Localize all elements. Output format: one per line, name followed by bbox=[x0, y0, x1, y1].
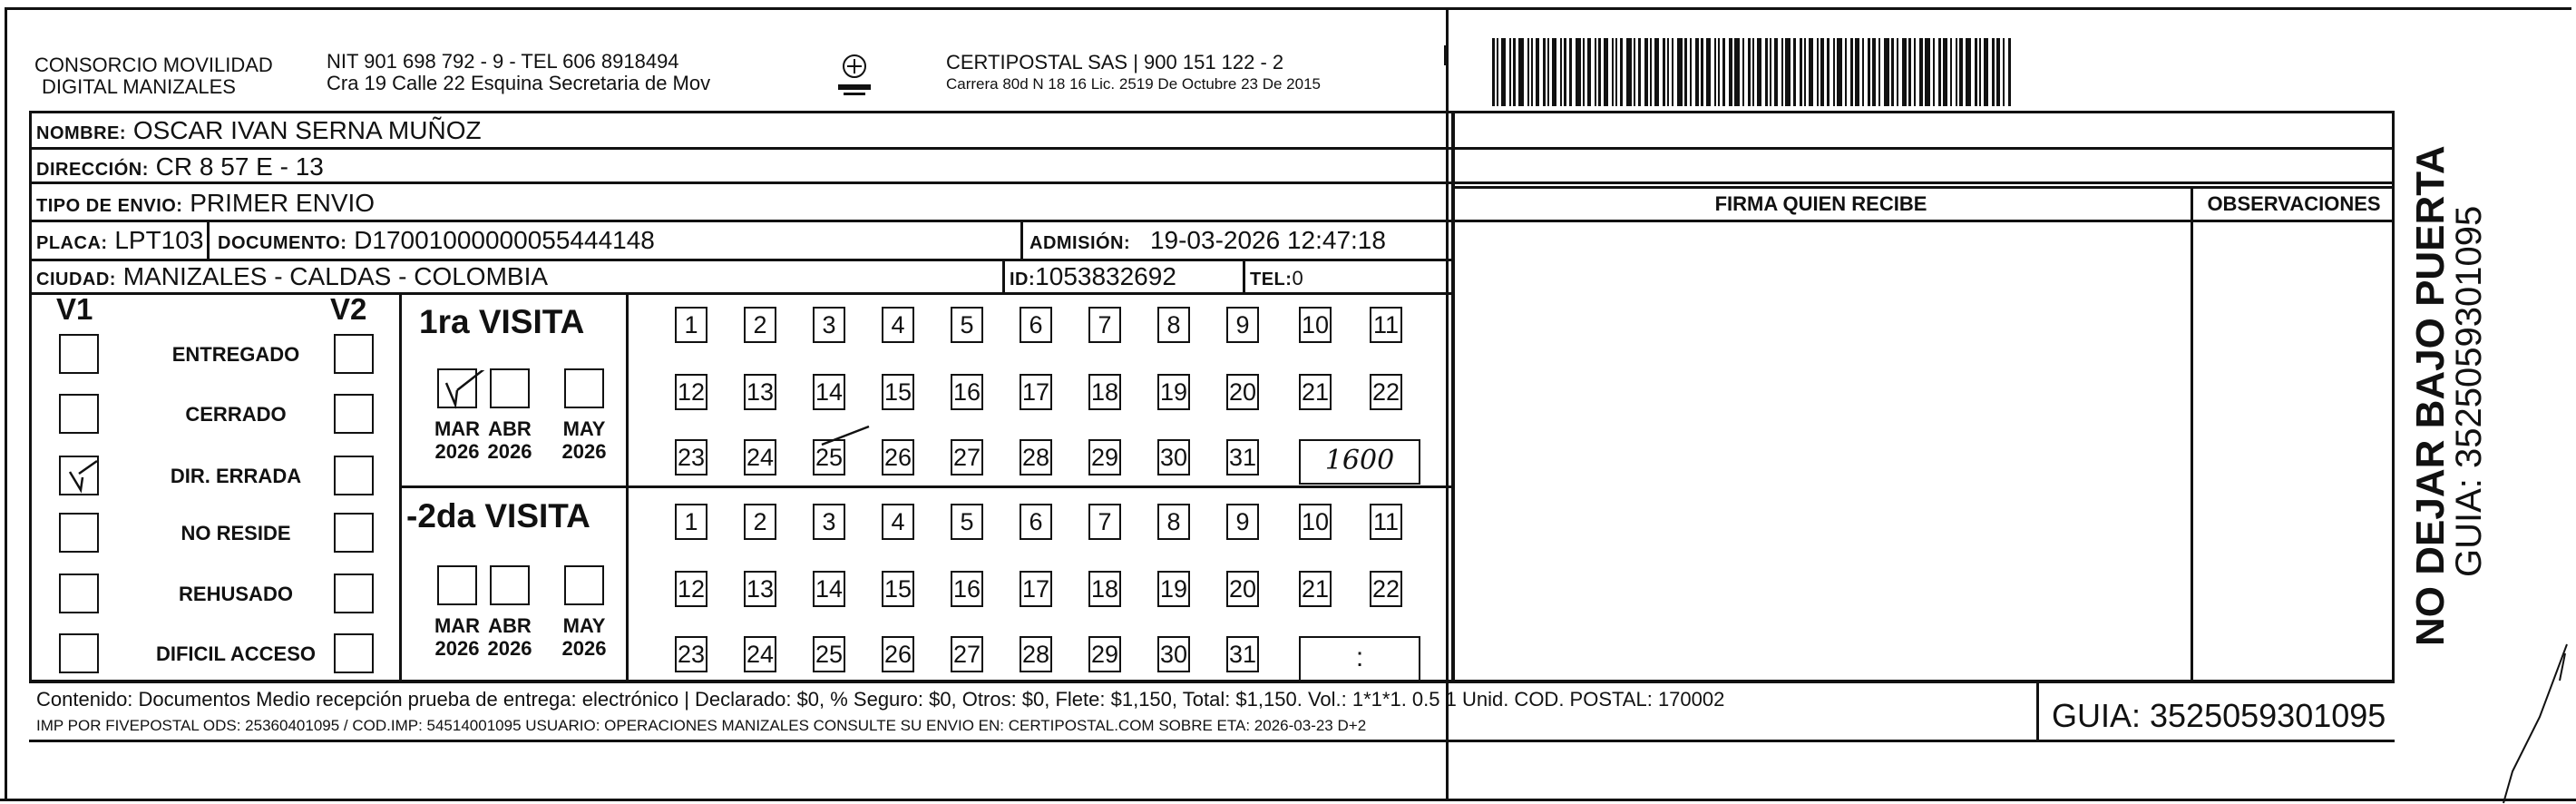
barcode-bar bbox=[1966, 38, 1971, 106]
barcode-bar bbox=[1644, 38, 1648, 106]
barcode-bar bbox=[1902, 38, 1907, 106]
barcode-bar bbox=[1897, 38, 1898, 106]
barcode-bar bbox=[1919, 38, 1923, 106]
barcode-bar bbox=[1564, 38, 1566, 106]
second-visit-day-22[interactable]: 22 bbox=[1370, 571, 1402, 607]
barcode-bar bbox=[1552, 38, 1556, 106]
first-visit-day-18[interactable]: 18 bbox=[1088, 374, 1121, 410]
first-visit-month-abr-checkbox[interactable] bbox=[490, 368, 530, 408]
first-visit-day-15[interactable]: 15 bbox=[882, 374, 914, 410]
second-visit-day-5[interactable]: 5 bbox=[951, 504, 983, 540]
barcode-bar bbox=[1663, 38, 1665, 106]
direccion-field: DIRECCIÓN: CR 8 57 E - 13 bbox=[36, 152, 324, 181]
barcode-bar bbox=[1938, 38, 1941, 106]
first-visit-month-mar-checkbox[interactable] bbox=[437, 368, 477, 408]
first-visit-day-21[interactable]: 21 bbox=[1299, 374, 1332, 410]
v2-checkbox-rehusado[interactable] bbox=[334, 574, 374, 613]
barcode-bar bbox=[1833, 38, 1835, 106]
barcode-bar bbox=[1654, 38, 1659, 106]
first-visit-day-20[interactable]: 20 bbox=[1226, 374, 1259, 410]
barcode-bar bbox=[1850, 38, 1853, 106]
barcode-bar bbox=[1722, 38, 1725, 106]
barcode-bar bbox=[2003, 38, 2005, 106]
barcode-bar bbox=[1620, 38, 1623, 106]
second-visit-day-8[interactable]: 8 bbox=[1157, 504, 1190, 540]
first-visit-day-16[interactable]: 16 bbox=[951, 374, 983, 410]
second-visit-day-13[interactable]: 13 bbox=[744, 571, 776, 607]
barcode-bar bbox=[1513, 38, 1516, 106]
second-visit-month-mar-checkbox[interactable] bbox=[437, 565, 477, 605]
bottom-border bbox=[0, 799, 2576, 801]
barcode-bar bbox=[1943, 38, 1947, 106]
second-visit-day-20[interactable]: 20 bbox=[1226, 571, 1259, 607]
second-visit-day-25[interactable]: 25 bbox=[813, 636, 845, 672]
month-label: ABR 2026 bbox=[487, 417, 532, 463]
barcode-bar bbox=[1820, 38, 1824, 106]
second-visit-day-26[interactable]: 26 bbox=[882, 636, 914, 672]
barcode-bar bbox=[1752, 38, 1754, 106]
barcode-bar bbox=[1509, 38, 1511, 106]
barcode-bar bbox=[1595, 38, 1596, 106]
barcode-bar bbox=[1497, 38, 1498, 106]
second-visit-day-29[interactable]: 29 bbox=[1088, 636, 1121, 672]
barcode-bar bbox=[1667, 38, 1669, 106]
barcode-bar bbox=[1765, 38, 1768, 106]
barcode-bar bbox=[1884, 38, 1889, 106]
second-visit-day-15[interactable]: 15 bbox=[882, 571, 914, 607]
first-visit-day-17[interactable]: 17 bbox=[1020, 374, 1052, 410]
barcode-bar bbox=[1706, 38, 1711, 106]
v2-checkbox-dir-errada[interactable] bbox=[334, 456, 374, 495]
documento-field: DOCUMENTO: D17001000000055444148 bbox=[218, 226, 655, 254]
second-visit-day-7[interactable]: 7 bbox=[1088, 504, 1121, 540]
fold-tick bbox=[1444, 45, 1447, 65]
barcode-bar bbox=[1518, 38, 1524, 106]
firma-label: FIRMA QUIEN RECIBE bbox=[1714, 192, 1927, 215]
v1-checkbox-no-reside[interactable] bbox=[59, 513, 99, 553]
barcode-bar bbox=[1531, 38, 1533, 106]
status-label: NO RESIDE bbox=[181, 522, 291, 544]
top-border bbox=[5, 7, 2571, 10]
barcode-bar bbox=[1612, 38, 1614, 106]
tel-field: TEL:0 bbox=[1250, 267, 1303, 289]
second-visit-day-19[interactable]: 19 bbox=[1157, 571, 1190, 607]
v1-checkbox-cerrado[interactable] bbox=[59, 394, 99, 434]
first-visit-day-23[interactable]: 23 bbox=[675, 439, 707, 476]
barcode-bar bbox=[1992, 38, 1995, 106]
first-visit-day-13[interactable]: 13 bbox=[744, 374, 776, 410]
barcode-bar bbox=[1891, 38, 1894, 106]
barcode-bar bbox=[1785, 38, 1791, 106]
barcode-bar bbox=[1862, 38, 1864, 106]
nit-info: NIT 901 698 792 - 9 - TEL 606 8918494 Cra 19 Calle 22 Esquina Secretaria de Mov bbox=[327, 50, 711, 94]
barcode-bar bbox=[1650, 38, 1652, 106]
first-visit-day-19[interactable]: 19 bbox=[1157, 374, 1190, 410]
barcode-bar bbox=[1501, 38, 1506, 106]
first-visit-day-8[interactable]: 8 bbox=[1157, 307, 1190, 343]
second-visit-day-12[interactable]: 12 bbox=[675, 571, 707, 607]
barcode-bar bbox=[1956, 38, 1957, 106]
col-line bbox=[207, 222, 210, 260]
second-visit-month-may-checkbox[interactable] bbox=[564, 565, 604, 605]
first-visit-day-25[interactable]: 25 bbox=[813, 439, 845, 476]
v1-checkbox-entregado[interactable] bbox=[59, 334, 99, 374]
second-visit-day-2[interactable]: 2 bbox=[744, 504, 776, 540]
barcode-bar bbox=[1690, 38, 1692, 106]
barcode-bar bbox=[1908, 38, 1911, 106]
barcode-bar bbox=[1925, 38, 1930, 106]
barcode bbox=[1492, 38, 2218, 106]
barcode-bar bbox=[1547, 38, 1549, 106]
status-label: DIR. ERRADA bbox=[170, 465, 302, 487]
first-visit-day-12[interactable]: 12 bbox=[675, 374, 707, 410]
barcode-bar bbox=[1809, 38, 1813, 106]
second-visit-day-24[interactable]: 24 bbox=[744, 636, 776, 672]
second-visit-day-11[interactable]: 11 bbox=[1370, 504, 1402, 540]
barcode-bar bbox=[1959, 38, 1963, 106]
col-line bbox=[1020, 222, 1023, 260]
first-visit-day-14[interactable]: 14 bbox=[813, 374, 845, 410]
first-visit-day-28[interactable]: 28 bbox=[1020, 439, 1052, 476]
first-visit-day-6[interactable]: 6 bbox=[1020, 307, 1052, 343]
second-visit-day-18[interactable]: 18 bbox=[1088, 571, 1121, 607]
row-line bbox=[399, 485, 1455, 488]
company-name: CONSORCIO MOVILIDAD DIGITAL MANIZALES bbox=[34, 54, 273, 98]
barcode-bar bbox=[1569, 38, 1572, 106]
barcode-bar bbox=[1677, 38, 1683, 106]
id-field: ID:1053832692 bbox=[1010, 262, 1176, 290]
placa-field: PLACA: LPT103 bbox=[36, 226, 204, 254]
first-visit-day-10[interactable]: 10 bbox=[1299, 307, 1332, 343]
row-line bbox=[1451, 186, 2395, 189]
first-visit-day-29[interactable]: 29 bbox=[1088, 439, 1121, 476]
barcode-bar bbox=[1793, 38, 1796, 106]
barcode-bar bbox=[1781, 38, 1783, 106]
first-visit-day-30[interactable]: 30 bbox=[1157, 439, 1190, 476]
barcode-bar bbox=[1672, 38, 1673, 106]
first-visit-day-7[interactable]: 7 bbox=[1088, 307, 1121, 343]
second-visit-day-28[interactable]: 28 bbox=[1020, 636, 1052, 672]
barcode-bar bbox=[1684, 38, 1687, 106]
certipostal-logo-icon bbox=[833, 50, 876, 99]
side-guia: GUIA: 3525059301095 bbox=[2449, 205, 2489, 577]
barcode-bar bbox=[1576, 38, 1581, 106]
barcode-bar bbox=[1604, 38, 1608, 106]
row-line bbox=[29, 259, 1455, 261]
month-label: MAR 2026 bbox=[434, 614, 481, 660]
col-line bbox=[2036, 681, 2039, 740]
ciudad-field: CIUDAD: MANIZALES - CALDAS - COLOMBIA bbox=[36, 262, 549, 290]
row-line bbox=[29, 740, 2395, 742]
v2-checkbox-dificil-acceso[interactable] bbox=[334, 633, 374, 673]
status-label: REHUSADO bbox=[179, 583, 293, 605]
row-line bbox=[29, 681, 2395, 683]
col-line bbox=[1243, 259, 1245, 292]
barcode-bar bbox=[1979, 38, 1981, 106]
barcode-bar bbox=[1817, 38, 1819, 106]
v1-checkbox-rehusado[interactable] bbox=[59, 574, 99, 613]
observaciones-area[interactable] bbox=[2195, 222, 2393, 678]
v2-checkbox-cerrado[interactable] bbox=[334, 394, 374, 434]
barcode-bar bbox=[1757, 38, 1761, 106]
side-warning: NO DEJAR BAJO PUERTA bbox=[2408, 145, 2453, 646]
barcode-bar bbox=[1714, 38, 1716, 106]
month-label: ABR 2026 bbox=[487, 614, 532, 660]
v2-label: V2 bbox=[330, 292, 367, 326]
first-visit-time-box[interactable]: 1600 bbox=[1299, 439, 1420, 485]
barcode-bar bbox=[1560, 38, 1562, 106]
first-visit-day-27[interactable]: 27 bbox=[951, 439, 983, 476]
barcode-bar bbox=[1878, 38, 1880, 106]
second-visit-day-17[interactable]: 17 bbox=[1020, 571, 1052, 607]
second-visit-day-14[interactable]: 14 bbox=[813, 571, 845, 607]
first-visit-day-24[interactable]: 24 bbox=[744, 439, 776, 476]
second-visit-day-31[interactable]: 31 bbox=[1226, 636, 1259, 672]
v2-checkbox-entregado[interactable] bbox=[334, 334, 374, 374]
barcode-bar bbox=[1770, 38, 1771, 106]
second-visit-day-10[interactable]: 10 bbox=[1299, 504, 1332, 540]
barcode-bar bbox=[1718, 38, 1720, 106]
second-visit-day-30[interactable]: 30 bbox=[1157, 636, 1190, 672]
month-label: MAY 2026 bbox=[561, 417, 607, 463]
first-visit-day-2[interactable]: 2 bbox=[744, 307, 776, 343]
second-visit-day-3[interactable]: 3 bbox=[813, 504, 845, 540]
first-visit-day-4[interactable]: 4 bbox=[882, 307, 914, 343]
barcode-bar bbox=[2008, 38, 2011, 106]
v2-checkbox-no-reside[interactable] bbox=[334, 513, 374, 553]
second-visit-day-6[interactable]: 6 bbox=[1020, 504, 1052, 540]
barcode-bar bbox=[1996, 38, 2000, 106]
v1-checkbox-dir-errada[interactable] bbox=[59, 456, 99, 495]
barcode-bar bbox=[1975, 38, 1977, 106]
month-label: MAR 2026 bbox=[434, 417, 481, 463]
barcode-bar bbox=[1774, 38, 1778, 106]
first-visit-label: 1ra VISITA bbox=[419, 303, 585, 340]
barcode-bar bbox=[1695, 38, 1699, 106]
v1-checkbox-dificil-acceso[interactable] bbox=[59, 633, 99, 673]
barcode-bar bbox=[1598, 38, 1601, 106]
barcode-bar bbox=[1734, 38, 1740, 106]
second-visit-day-27[interactable]: 27 bbox=[951, 636, 983, 672]
first-visit-day-3[interactable]: 3 bbox=[813, 307, 845, 343]
barcode-bar bbox=[1804, 38, 1806, 106]
barcode-bar bbox=[1543, 38, 1546, 106]
barcode-bar bbox=[1626, 38, 1632, 106]
barcode-bar bbox=[1492, 38, 1495, 106]
nombre-field: NOMBRE: OSCAR IVAN SERNA MUÑOZ bbox=[36, 116, 482, 144]
barcode-bar bbox=[1742, 38, 1744, 106]
footer-content: Contenido: Documentos Medio recepción prueba de entrega: electrónico | Declarado: $0, % Seguro: $0, Otros: $0, Flete: $1,150, Total: $1,150. Vol.: 1*1*1. 0.5 1 Unid. COD. POSTAL: 170002 IMP POR FIVEPOSTAL ODS: 25360401095 / COD.IMP: 54514001095 USUARIO: OPERACIONES MANIZALES CONSULTE SU ENVIO EN: CERTIPOSTAL.COM SOBRE ETA: 2026-03-23 D+2 bbox=[36, 688, 1725, 734]
v1-label: V1 bbox=[56, 292, 93, 326]
barcode-bar bbox=[1800, 38, 1802, 106]
footer-guia: GUIA: 3525059301095 bbox=[2052, 697, 2386, 734]
second-visit-day-21[interactable]: 21 bbox=[1299, 571, 1332, 607]
first-visit-day-22[interactable]: 22 bbox=[1370, 374, 1402, 410]
barcode-bar bbox=[1950, 38, 1952, 106]
row-line bbox=[29, 181, 2395, 184]
barcode-bar bbox=[1634, 38, 1635, 106]
barcode-bar bbox=[1855, 38, 1859, 106]
first-visit-month-may-checkbox[interactable] bbox=[564, 368, 604, 408]
pen-mark bbox=[2440, 635, 2576, 804]
barcode-bar bbox=[1827, 38, 1830, 106]
barcode-bar bbox=[1583, 38, 1585, 106]
first-visit-day-31[interactable]: 31 bbox=[1226, 439, 1259, 476]
tipo-envio-field: TIPO DE ENVIO: PRIMER ENVIO bbox=[36, 189, 376, 217]
second-visit-day-1[interactable]: 1 bbox=[675, 504, 707, 540]
month-label: MAY 2026 bbox=[561, 614, 607, 660]
status-label: DIFICIL ACCESO bbox=[155, 642, 316, 665]
second-visit-day-4[interactable]: 4 bbox=[882, 504, 914, 540]
barcode-bar bbox=[1872, 38, 1876, 106]
first-visit-day-5[interactable]: 5 bbox=[951, 307, 983, 343]
barcode-bar bbox=[1845, 38, 1847, 106]
second-visit-day-16[interactable]: 16 bbox=[951, 571, 983, 607]
admision-field: ADMISIÓN: 19-03-2026 12:47:18 bbox=[1029, 226, 1386, 254]
barcode-bar bbox=[1638, 38, 1641, 106]
left-border bbox=[5, 7, 7, 799]
barcode-bar bbox=[1527, 38, 1529, 106]
status-label: CERRADO bbox=[185, 403, 287, 426]
barcode-bar bbox=[1615, 38, 1617, 106]
first-visit-day-9[interactable]: 9 bbox=[1226, 307, 1259, 343]
barcode-bar bbox=[1587, 38, 1591, 106]
barcode-bar bbox=[1701, 38, 1703, 106]
barcode-bar bbox=[1837, 38, 1842, 106]
signature-area[interactable] bbox=[1454, 222, 2189, 678]
barcode-bar bbox=[1748, 38, 1751, 106]
first-visit-day-26[interactable]: 26 bbox=[882, 439, 914, 476]
second-visit-label: -2da VISITA bbox=[406, 497, 590, 534]
barcode-bar bbox=[1536, 38, 1539, 106]
barcode-bar bbox=[1914, 38, 1916, 106]
status-label: ENTREGADO bbox=[171, 343, 300, 366]
second-visit-time-box[interactable]: : bbox=[1299, 636, 1420, 681]
barcode-bar bbox=[1729, 38, 1732, 106]
col-line bbox=[1002, 259, 1005, 292]
courier-info: CERTIPOSTAL SAS | 900 151 122 - 2 Carrera 80d N 18 16 Lic. 2519 De Octubre 23 De 2015 bbox=[946, 51, 1321, 93]
col-line bbox=[2191, 186, 2193, 681]
first-visit-day-1[interactable]: 1 bbox=[675, 307, 707, 343]
first-visit-day-11[interactable]: 11 bbox=[1370, 307, 1402, 343]
barcode-bar bbox=[1933, 38, 1935, 106]
second-visit-month-abr-checkbox[interactable] bbox=[490, 565, 530, 605]
observaciones-label: OBSERVACIONES bbox=[2207, 192, 2381, 215]
barcode-bar bbox=[1984, 38, 1988, 106]
second-visit-day-23[interactable]: 23 bbox=[675, 636, 707, 672]
barcode-bar bbox=[1868, 38, 1870, 106]
second-visit-day-9[interactable]: 9 bbox=[1226, 504, 1259, 540]
